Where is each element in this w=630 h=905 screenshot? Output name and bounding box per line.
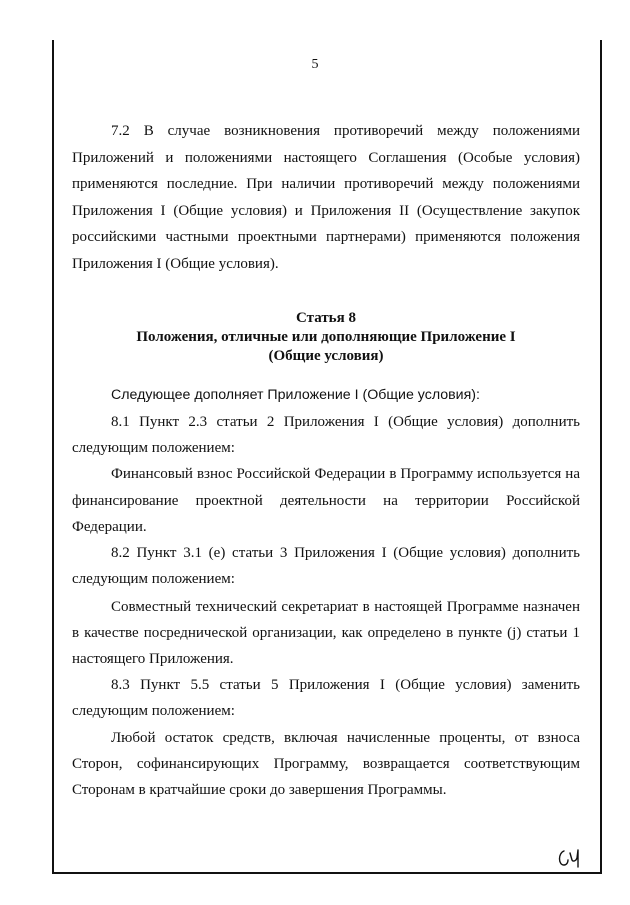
page-frame-right: [600, 40, 602, 874]
article-intro: Следующее дополняет Приложение I (Общие условия):: [111, 387, 480, 403]
page-frame-bottom: [52, 872, 602, 874]
clause-8-2-line: 8.2 Пункт 3.1 (e) статьи 3 Приложения I (Общие условия) дополнить: [111, 545, 580, 561]
article-subtitle: (Общие условия): [268, 348, 384, 364]
clause-8-3-text-line: Сторон, софинансирующих Программу, возвращается соответствующим: [72, 756, 580, 772]
article-subtitle: Положения, отличные или дополняющие Приложение I: [136, 329, 516, 345]
page-number: 5: [311, 57, 319, 72]
clause-7-2-line: российскими частными проектными партнерами) применяются положения: [72, 229, 580, 245]
handwritten-initials-icon: [556, 845, 584, 871]
clause-8-2-text-line: Совместный технический секретариат в настоящей Программе назначен: [111, 599, 580, 615]
clause-8-2-text-line: в качестве посреднической организации, как определено в пункте (j) статьи 1: [72, 625, 580, 641]
clause-7-2-line: Приложения I (Общие условия).: [72, 256, 279, 272]
article-title: Статья 8: [296, 310, 356, 326]
clause-8-1-text-line: финансирование проектной деятельности на территории Российской: [72, 493, 580, 509]
clause-8-3-line: следующим положением:: [72, 703, 235, 719]
clause-7-2-line: применяются последние. При наличии противоречий между положениями: [72, 176, 580, 192]
clause-7-2-line: Приложений и положениями настоящего Соглашения (Особые условия): [72, 150, 580, 166]
clause-8-3-text-line: Сторонам в кратчайшие сроки до завершения Программы.: [72, 782, 447, 798]
clause-8-1-text-line: Федерации.: [72, 519, 147, 535]
clause-8-2-text-line: настоящего Приложения.: [72, 651, 234, 667]
clause-7-2-line: 7.2 В случае возникновения противоречий между положениями: [111, 123, 580, 139]
clause-8-1-text-line: Финансовый взнос Российской Федерации в Программу используется на: [111, 466, 580, 482]
clause-8-1-line: следующим положением:: [72, 440, 235, 456]
clause-8-1-line: 8.1 Пункт 2.3 статьи 2 Приложения I (Общие условия) дополнить: [111, 414, 580, 430]
clause-7-2-line: Приложения I (Общие условия) и Приложения II (Осуществление закупок: [72, 203, 580, 219]
clause-8-3-line: 8.3 Пункт 5.5 статьи 5 Приложения I (Общие условия) заменить: [111, 677, 580, 693]
page-frame-left: [52, 40, 54, 874]
clause-8-2-line: следующим положением:: [72, 571, 235, 587]
clause-8-3-text-line: Любой остаток средств, включая начисленные проценты, от взноса: [111, 730, 580, 746]
